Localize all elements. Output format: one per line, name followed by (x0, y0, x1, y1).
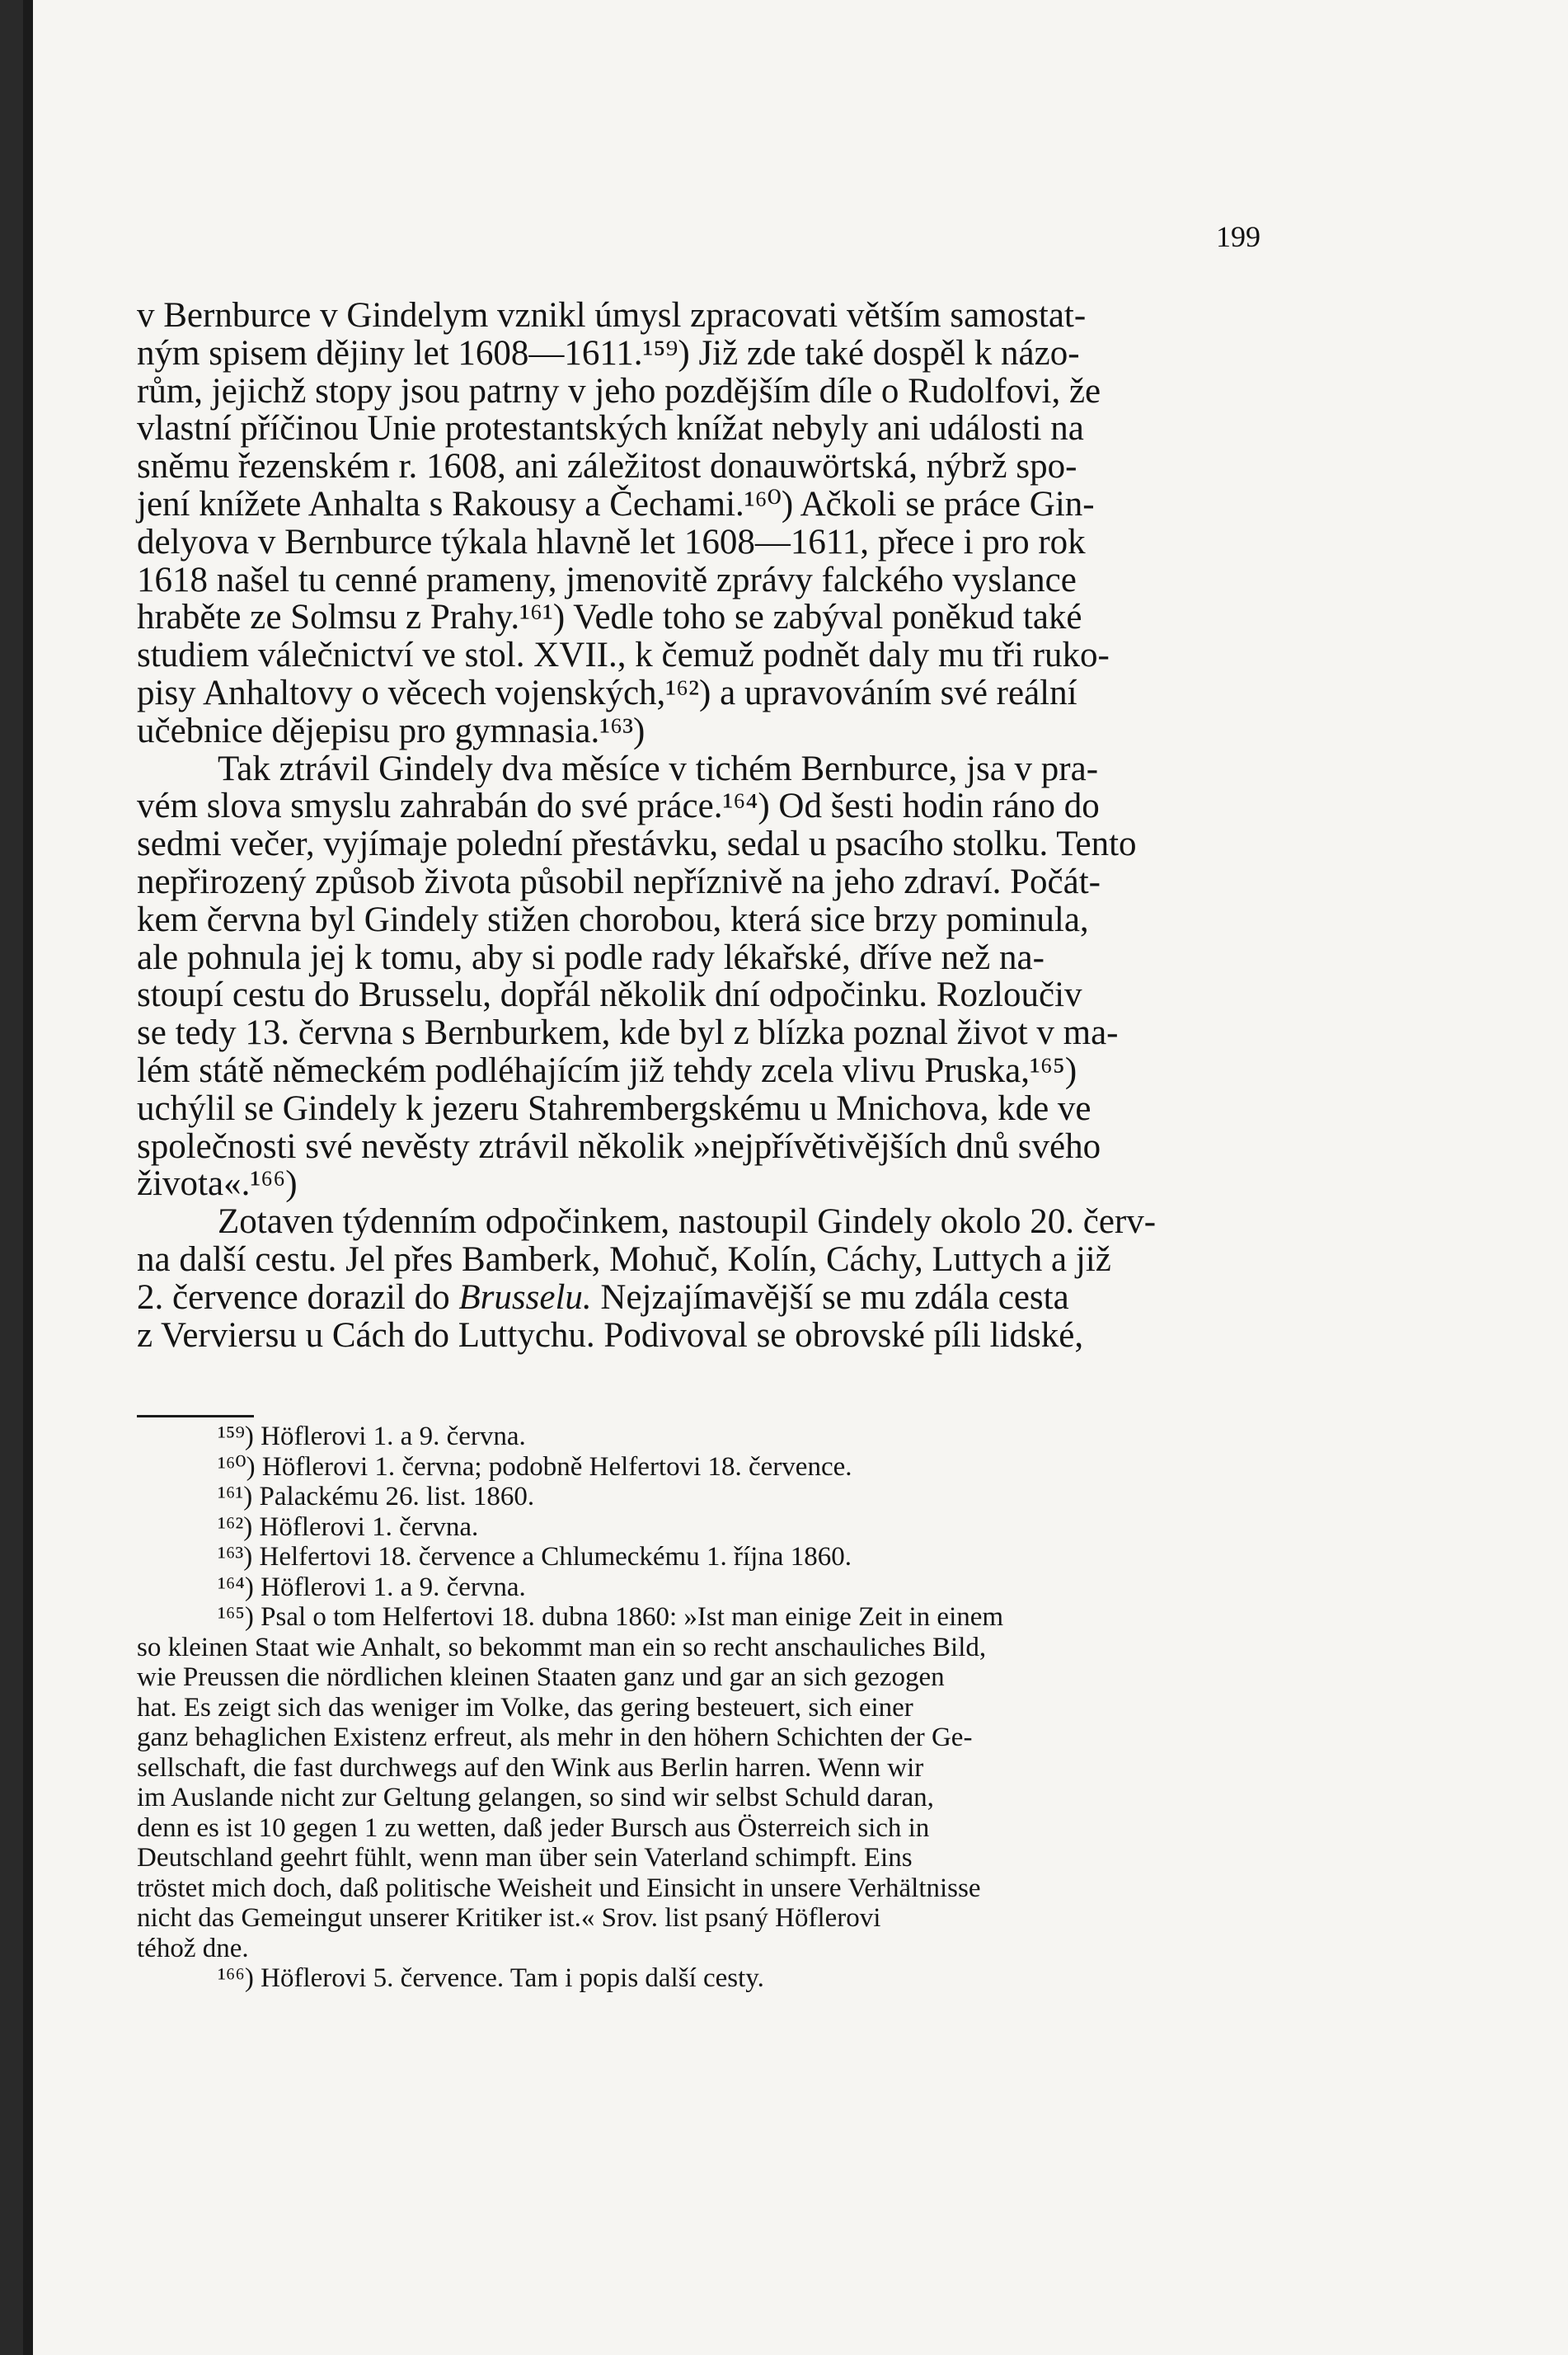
text-line: učebnice dějepisu pro gymnasia.¹⁶³) (137, 711, 646, 750)
text-line: uchýlil se Gindely k jezeru Stahrembergskému u Mnichova, kde ve (137, 1088, 1091, 1128)
footnote-165-line: denn es ist 10 gegen 1 zu wetten, daß jeder Bursch aus Österreich sich in (137, 1812, 930, 1843)
paragraph-3 (137, 1203, 1263, 1354)
footnote-165-line: hat. Es zeigt sich das weniger im Volke, das gering besteuert, sich einer (137, 1692, 913, 1723)
text-line: ale pohnula jej k tomu, aby si podle rady lékařské, dříve než na- (137, 938, 1045, 977)
footnote-165-line: sellschaft, die fast durchwegs auf den Wink aus Berlin harren. Wenn wir (137, 1752, 924, 1783)
text-line: hraběte ze Solmsu z Prahy.¹⁶¹) Vedle toho se zabýval poněkud také (137, 598, 1082, 637)
footnote-166: ¹⁶⁶) Höflerovi 5. července. Tam i popis další cesty. (218, 1963, 764, 1993)
footnote-165-line: ganz behaglichen Existenz erfreut, als mehr in den höhern Schichten der Ge- (137, 1723, 973, 1752)
text-line: na další cestu. Jel přes Bamberk, Mohuč, Kolín, Cáchy, Luttych a již (137, 1239, 1111, 1279)
footnote-160: ¹⁶⁰) Höflerovi 1. června; podobně Helfertovi 18. července. (218, 1451, 852, 1482)
footnote-164: ¹⁶⁴) Höflerovi 1. a 9. června. (218, 1572, 526, 1602)
text-line: ným spisem dějiny let 1608—1611.¹⁵⁹) Již zde také dospěl k názo- (137, 333, 1080, 373)
text-line: v Bernburce v Gindelym vznikl úmysl zpracovati větším samostat- (137, 296, 1087, 335)
paragraph-1 (137, 297, 1263, 750)
text-line: Tak ztrávil Gindely dva měsíce v tichém Bernburce, jsa v pra- (218, 749, 1099, 788)
footnote-165-line: téhož dne. (137, 1933, 249, 1963)
text-line: Zotaven týdenním odpočinkem, nastoupil Gindely okolo 20. červ- (218, 1202, 1157, 1242)
text-line: života«.¹⁶⁶) (137, 1164, 298, 1204)
footnote-162: ¹⁶²) Höflerovi 1. června. (218, 1511, 479, 1542)
text-line: studiem válečnictví ve stol. XVII., k čemuž podnět daly mu tři ruko- (137, 636, 1110, 675)
footnote-165-line: im Auslande nicht zur Geltung gelangen, so sind wir selbst Schuld daran, (137, 1783, 934, 1812)
text-line: delyova v Bernburce týkala hlavně let 1608—1611, přece i pro rok (137, 522, 1086, 562)
text-line: společnosti své nevěsty ztrávil několik »nejpřívětivějších dnů svého (137, 1126, 1101, 1166)
page-number: 199 (1216, 220, 1261, 253)
text-line: kem června byl Gindely stižen chorobou, která sice brzy pominula, (137, 900, 1089, 939)
left-page-edge (0, 0, 23, 2355)
text-line: lém státě německém podléhajícím již tehdy zcela vlivu Pruska,¹⁶⁵) (137, 1051, 1077, 1090)
text-line: z Verviersu u Cách do Luttychu. Podivoval se obrovské píli lidské, (137, 1315, 1084, 1355)
footnotes (137, 1422, 1263, 1994)
text-line: vlastní příčinou Unie protestantských knížat nebyly ani události na (137, 409, 1084, 449)
text-line: stoupí cestu do Brusselu, dopřál několik dní odpočinku. Rozloučiv (137, 975, 1082, 1015)
text-line: sedmi večer, vyjímaje polední přestávku, sedal u psacího stolku. Tento (137, 825, 1137, 864)
footnote-159: ¹⁵⁹) Höflerovi 1. a 9. června. (218, 1422, 526, 1451)
text-fragment: 2. července dorazil do (137, 1277, 459, 1317)
footnote-165-line: so kleinen Staat wie Anhalt, so bekommt man ein so recht anschauliches Bild, (137, 1632, 987, 1662)
text-line (137, 1279, 1263, 1317)
footnote-divider (137, 1415, 254, 1417)
text-line: rům, jejichž stopy jsou patrny v jeho pozdějším díle o Rudolfovi, že (137, 371, 1101, 411)
footnote-161: ¹⁶¹) Palackému 26. list. 1860. (218, 1482, 535, 1511)
footnote-165-line: tröstet mich doch, daß politische Weisheit und Einsicht in unsere Verhältnisse (137, 1873, 981, 1903)
text-line: nepřirozený způsob života působil nepříznivě na jeho zdraví. Počát- (137, 862, 1101, 901)
paragraph-2 (137, 750, 1263, 1204)
text-line: se tedy 13. června s Bernburkem, kde byl z blízka poznal život v ma- (137, 1013, 1119, 1053)
main-text (137, 297, 1263, 1354)
footnote-165-line: wie Preussen die nördlichen kleinen Staaten ganz und gar an sich gezogen (137, 1662, 945, 1692)
footnote-165-line: nicht das Gemeingut unserer Kritiker ist.« Srov. list psaný Höflerovi (137, 1903, 881, 1933)
text-line: sněmu řezenském r. 1608, ani záležitost donauwörtská, nýbrž spo- (137, 447, 1077, 487)
text-line: 1618 našel tu cenné prameny, jmenovitě zprávy falckého vyslance (137, 560, 1077, 599)
text-line: vém slova smyslu zahrabán do své práce.¹⁶⁴) Od šesti hodin ráno do (137, 787, 1100, 826)
footnote-165-line: Deutschland geehrt fühlt, wenn man über sein Vaterland schimpft. Eins (137, 1843, 913, 1873)
footnote-163: ¹⁶³) Helfertovi 18. července a Chlumeckému 1. října 1860. (218, 1542, 852, 1572)
text-line: pisy Anhaltovy o věcech vojenských,¹⁶²) a upravováním své reální (137, 673, 1077, 712)
text-line: jení knížete Anhalta s Rakousy a Čechami.¹⁶⁰) Ačkoli se práce Gin- (137, 484, 1095, 524)
italic-place-name: Brusselu. (458, 1277, 592, 1317)
text-fragment: Nejzajímavější se mu zdála cesta (591, 1277, 1069, 1317)
footnote-165-line: ¹⁶⁵) Psal o tom Helfertovi 18. dubna 1860: »Ist man einige Zeit in einem (218, 1602, 1004, 1632)
